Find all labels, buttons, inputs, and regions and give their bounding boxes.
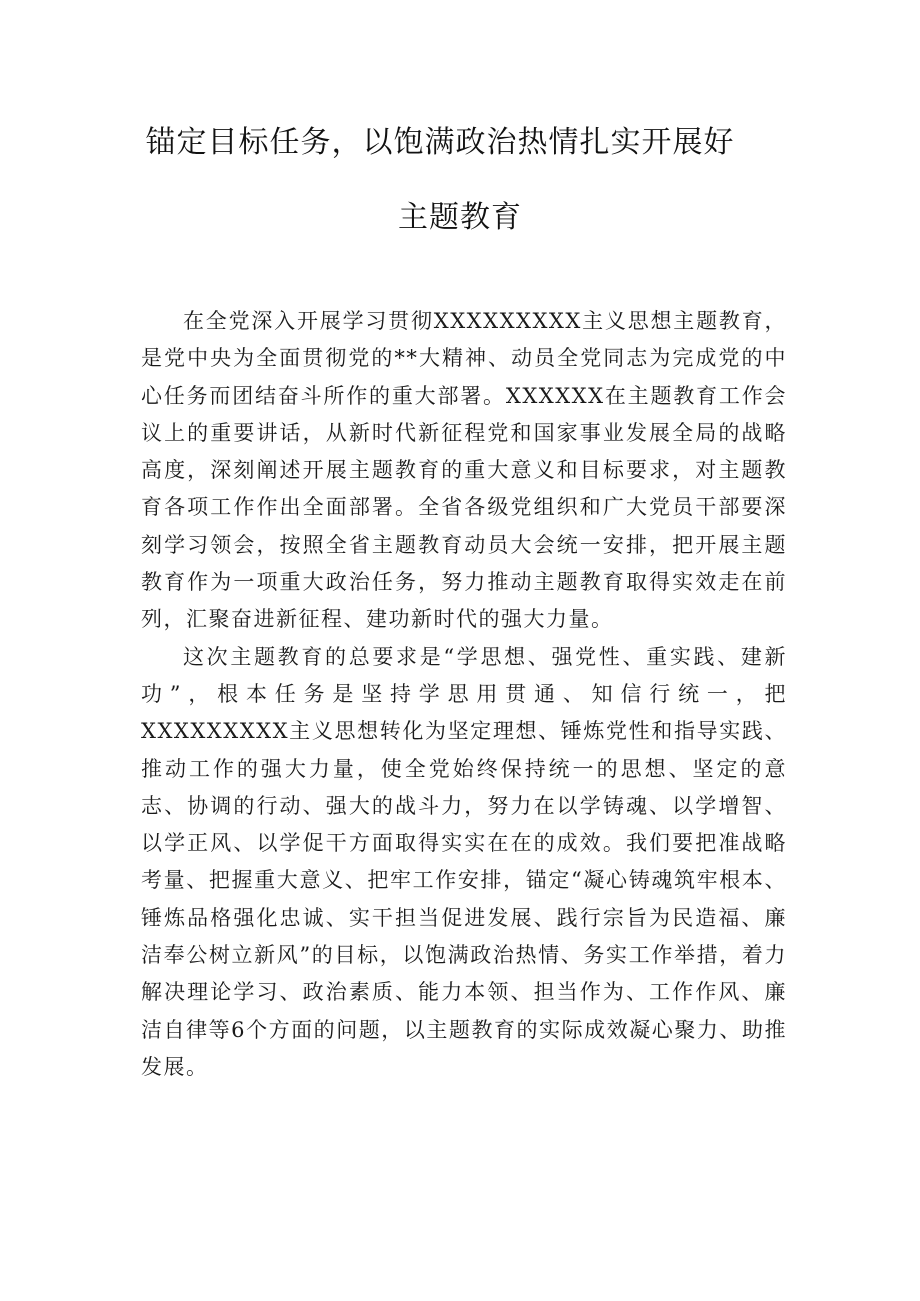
document-title-line-2: 主题教育 bbox=[398, 200, 522, 235]
paragraph-1: 在全党深入开展学习贯彻XXXXXXXXX主义思想主题教育，是党中央为全面贯彻党的**大精神、动员全党同志为完成党的中心任务而团结奋斗所作的重大部署。XXXXXX在主题教育工作会议上的重要讲话，从新时代新征程党和国家事业发展全局的战略高度，深刻阐述开展主题教育的重大意义和目标要求，对主题教育各项工作作出全面部署。全省各级党组织和广大党员干部要深刻学习领会，按照全省主题教育动员大会统一安排，把开展主题教育作为一项重大政治任务，努力推动主题教育取得实效走在前列，汇聚奋进新征程、建功新时代的强大力量。 bbox=[141, 309, 787, 632]
document-body bbox=[141, 303, 787, 1086]
document-title-line-1: 锚定目标任务，以饱满政治热情扎实开展好 bbox=[145, 125, 735, 160]
paragraph-2: 这次主题教育的总要求是“学思想、强党性、重实践、建新功”，根本任务是坚持学思用贯通、知信行统一，把XXXXXXXXX主义思想转化为坚定理想、锤炼党性和指导实践、推动工作的强大力量，使全党始终保持统一的思想、坚定的意志、协调的行动、强大的战斗力，努力在以学铸魂、以学增智、以学正风、以学促干方面取得实实在在的成效。我们要把准战略考量、把握重大意义、把牢工作安排，锚定“凝心铸魂筑牢根本、锤炼品格强化忠诚、实干担当促进发展、践行宗旨为民造福、廉洁奉公树立新风”的目标，以饱满政治热情、务实工作举措，着力解决理论学习、政治素质、能力本领、担当作为、工作作风、廉洁自律等6个方面的问题，以主题教育的实际成效凝心聚力、助推发展。 bbox=[141, 644, 787, 1079]
